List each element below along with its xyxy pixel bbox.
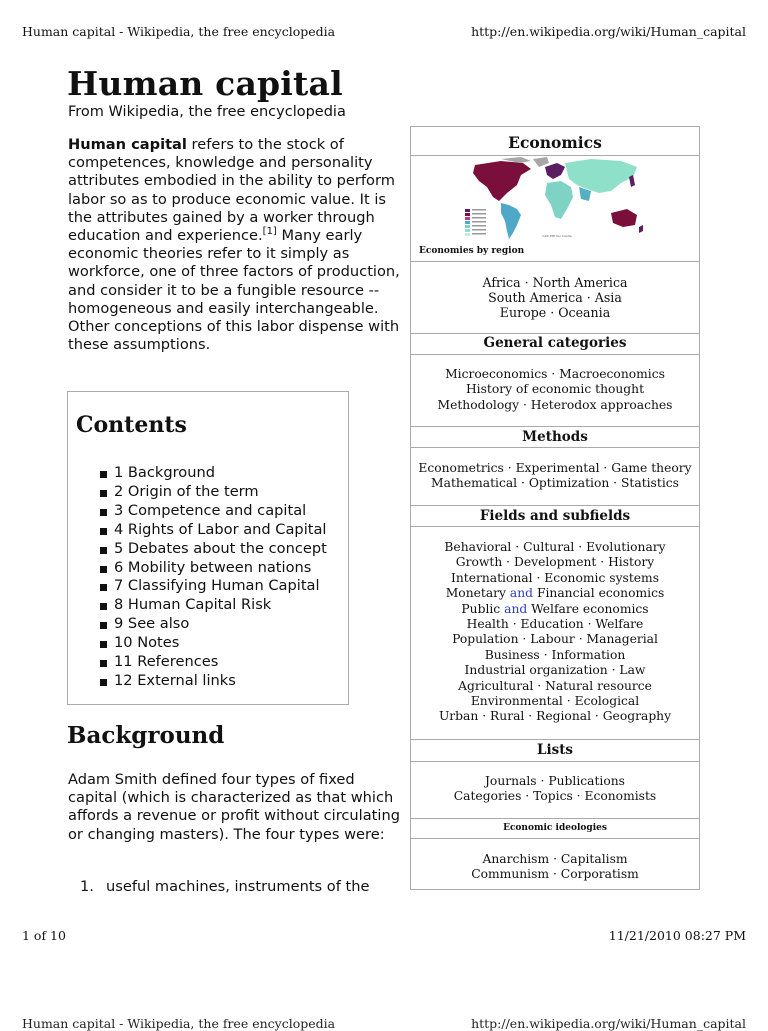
world-map-image[interactable] xyxy=(461,157,651,243)
fields-line[interactable]: Business · Information xyxy=(484,647,626,662)
text: Welfare economics xyxy=(527,601,649,616)
divider xyxy=(411,447,699,448)
intro-text-2: Many early economic theories refer to it simply as workforce, one of three factors of production, and consider it to be a fungible resource -- homogeneous and easily interchangeable. Other conceptions of this labor dispense with these assumptions. xyxy=(68,227,400,354)
and-link[interactable]: and xyxy=(509,586,534,601)
next-page-url: http://en.wikipedia.org/wiki/Human_capital xyxy=(471,1016,746,1031)
economies-by-region-label[interactable]: Economies by region xyxy=(419,246,525,256)
section-heading-background: Background xyxy=(67,722,225,749)
divider xyxy=(411,818,699,819)
page-number: 1 of 10 xyxy=(22,928,66,943)
regions-line[interactable]: Africa · North America xyxy=(482,275,628,290)
table-of-contents xyxy=(67,391,349,705)
fields-line-monetary[interactable] xyxy=(411,586,699,601)
fields-line[interactable]: Urban · Rural · Regional · Geography xyxy=(438,709,672,724)
contents-title: Contents xyxy=(76,412,187,438)
general-line[interactable]: Microeconomics · Macroeconomics xyxy=(445,367,665,381)
divider xyxy=(411,505,699,506)
toc-item[interactable]: 11 References xyxy=(100,653,327,672)
fields-line[interactable]: Population · Labour · Managerial xyxy=(452,632,658,647)
lists-line[interactable]: Journals · Publications xyxy=(484,774,625,788)
text: Monetary xyxy=(445,586,510,601)
general-line[interactable]: History of economic thought xyxy=(465,382,645,397)
methods-heading: Methods xyxy=(522,429,588,445)
list-number: 1. xyxy=(80,878,94,895)
economics-infobox xyxy=(410,126,700,890)
toc-item[interactable]: 7 Classifying Human Capital xyxy=(100,577,327,596)
divider xyxy=(411,261,699,262)
page-title: Human capital xyxy=(67,64,343,103)
toc-item[interactable]: 6 Mobility between nations xyxy=(100,559,327,578)
fields-line[interactable]: International · Economic systems xyxy=(450,570,660,585)
toc-item[interactable]: 4 Rights of Labor and Capital xyxy=(100,521,327,540)
intro-paragraph xyxy=(68,136,404,354)
regions-links xyxy=(411,275,699,320)
divider xyxy=(411,761,699,762)
toc-item[interactable]: 3 Competence and capital xyxy=(100,502,327,521)
fields-line[interactable]: Health · Education · Welfare xyxy=(466,617,644,632)
background-paragraph: Adam Smith defined four types of fixed capital (which is characterized as that which affords a revenue or profit without circulating or changing masters). The four types were: xyxy=(68,771,400,843)
fields-links xyxy=(411,540,699,725)
lists-line[interactable]: Categories · Topics · Economists xyxy=(453,789,657,804)
toc-item[interactable]: 12 External links xyxy=(100,672,327,691)
intro-text-1: refers to the stock of competences, knowledge and personality attributes embodied in the ability to perform labor so as to produce economic value. It is the attributes gained by a worker through education and experience. xyxy=(68,136,395,245)
toc-item[interactable]: 5 Debates about the concept xyxy=(100,540,327,559)
citation-1[interactable]: [1] xyxy=(262,226,277,238)
general-categories-heading: General categories xyxy=(483,335,627,351)
fields-line[interactable]: Agricultural · Natural resource xyxy=(458,678,652,693)
background-list-item xyxy=(80,878,369,895)
contents-list xyxy=(100,464,327,691)
ideologies-line[interactable]: Anarchism · Capitalism xyxy=(482,852,628,866)
toc-item[interactable]: 2 Origin of the term xyxy=(100,483,327,502)
print-datetime: 11/21/2010 08:27 PM xyxy=(608,928,746,943)
text: Public xyxy=(461,601,505,616)
fields-line[interactable]: Growth · Development · History xyxy=(455,555,655,570)
methods-links xyxy=(411,461,699,492)
ideologies-line[interactable]: Communism · Corporatism xyxy=(471,867,639,882)
methods-line[interactable]: Mathematical · Optimization · Statistics xyxy=(431,476,679,491)
divider xyxy=(411,526,699,527)
divider xyxy=(411,838,699,839)
toc-item[interactable]: 10 Notes xyxy=(100,634,327,653)
regions-line[interactable]: South America · Asia xyxy=(488,290,622,305)
infobox-title[interactable]: Economics xyxy=(508,133,602,152)
print-page-title: Human capital - Wikipedia, the free encyclopedia xyxy=(22,24,336,39)
print-url: http://en.wikipedia.org/wiki/Human_capital xyxy=(471,24,746,39)
toc-item[interactable]: 8 Human Capital Risk xyxy=(100,596,327,615)
map-caption: GDP PPP Per Capita xyxy=(542,234,572,238)
text: Financial economics xyxy=(533,586,665,601)
intro-bold-term: Human capital xyxy=(68,136,187,153)
general-line[interactable]: Methodology · Heterodox approaches xyxy=(437,397,673,412)
fields-line-public[interactable] xyxy=(411,602,699,617)
divider xyxy=(411,155,699,156)
fields-line[interactable]: Behavioral · Cultural · Evolutionary xyxy=(444,540,666,554)
divider xyxy=(411,333,699,334)
divider xyxy=(411,426,699,427)
toc-item[interactable]: 9 See also xyxy=(100,615,327,634)
fields-heading: Fields and subfields xyxy=(479,508,631,524)
ideologies-links xyxy=(411,852,699,883)
divider xyxy=(411,354,699,355)
fields-line[interactable]: Industrial organization · Law xyxy=(464,663,646,678)
divider xyxy=(411,739,699,740)
next-page-title: Human capital - Wikipedia, the free encyclopedia xyxy=(22,1016,336,1031)
regions-line[interactable]: Europe · Oceania xyxy=(499,305,611,320)
economic-ideologies-label[interactable]: Economic ideologies xyxy=(503,823,607,833)
fields-line[interactable]: Environmental · Ecological xyxy=(470,694,640,709)
lists-links xyxy=(411,774,699,805)
general-categories-links xyxy=(411,367,699,413)
list-item-text: useful machines, instruments of the xyxy=(106,878,370,895)
and-link[interactable]: and xyxy=(504,601,528,616)
page-subtitle: From Wikipedia, the free encyclopedia xyxy=(68,104,346,120)
methods-line[interactable]: Econometrics · Experimental · Game theory xyxy=(418,461,692,475)
lists-heading: Lists xyxy=(536,742,574,758)
toc-item[interactable]: 1 Background xyxy=(100,464,327,483)
